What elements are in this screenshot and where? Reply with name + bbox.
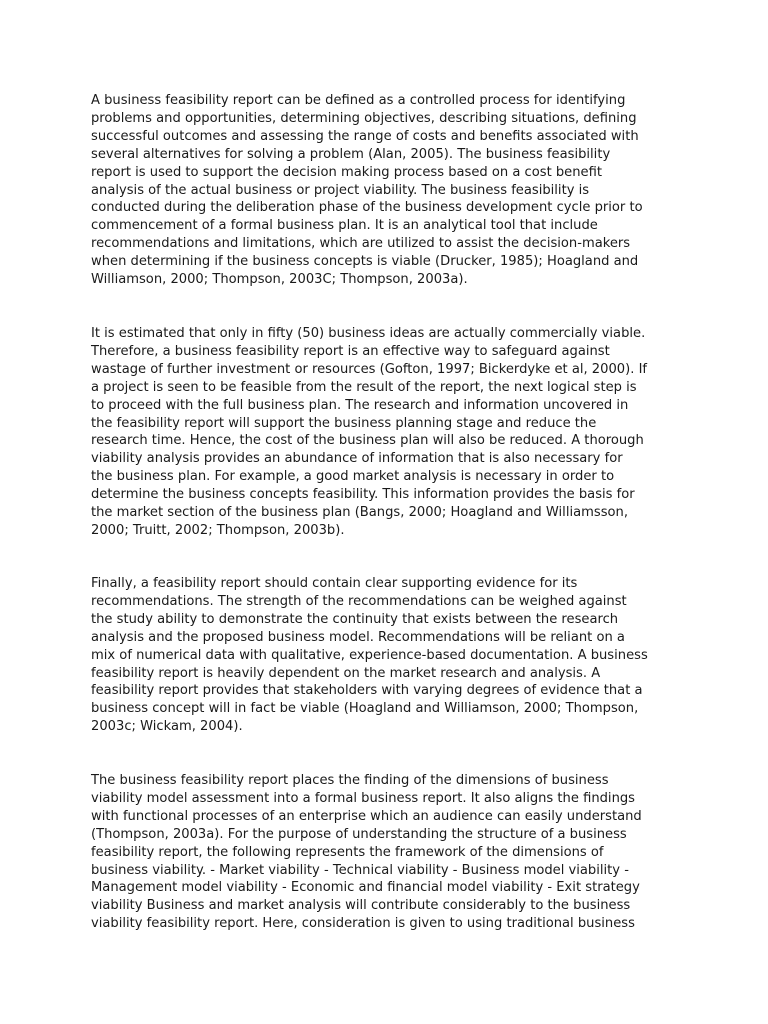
text-line: the study ability to demonstrate the continuity that exists between the research bbox=[91, 611, 619, 627]
text-line: determine the business concepts feasibility. This information provides the basis for bbox=[91, 487, 635, 503]
text-line: It is estimated that only in fifty (50) business ideas are actually commercially viable. bbox=[91, 326, 646, 341]
text-line: viability model assessment into a formal business report. It also aligns the findings bbox=[91, 790, 635, 806]
text-line: viability feasibility report. Here, consideration is given to using traditional business bbox=[91, 916, 635, 932]
text-line: with functional processes of an enterprise which an audience can easily understand bbox=[91, 808, 642, 824]
text-line: Therefore, a business feasibility report is an effective way to safeguard against bbox=[91, 343, 610, 359]
text-line: the market section of the business plan (Bangs, 2000; Hoagland and Williamsson, bbox=[91, 505, 628, 521]
text-line: analysis and the proposed business model. Recommendations will be reliant on a bbox=[91, 629, 625, 645]
text-line: problems and opportunities, determining objectives, describing situations, defining bbox=[91, 110, 637, 126]
text-line: recommendations. The strength of the recommendations can be weighed against bbox=[91, 593, 627, 609]
paragraph-4 bbox=[91, 772, 687, 933]
paragraph-3 bbox=[91, 575, 687, 736]
text-line: recommendations and limitations, which are utilized to assist the decision-makers bbox=[91, 236, 631, 252]
text-line: 2003c; Wickam, 2004). bbox=[91, 719, 243, 735]
text-line: a project is seen to be feasible from the result of the report, the next logical step is bbox=[91, 379, 637, 395]
text-line: business viability. - Market viability - Technical viability - Business model viability - bbox=[91, 862, 629, 878]
text-line: conducted during the deliberation phase of the business development cycle prior to bbox=[91, 200, 643, 216]
paragraph-2 bbox=[91, 325, 687, 540]
text-line: feasibility report provides that stakeholders with varying degrees of evidence that a bbox=[91, 683, 643, 699]
text-line: Finally, a feasibility report should contain clear supporting evidence for its bbox=[91, 576, 578, 591]
text-line: to proceed with the full business plan. The research and information uncovered in bbox=[91, 397, 629, 413]
text-line: several alternatives for solving a problem (Alan, 2005). The business feasibility bbox=[91, 146, 611, 162]
text-line: viability analysis provides an abundance of information that is also necessary for bbox=[91, 451, 623, 467]
text-line: research time. Hence, the cost of the business plan will also be reduced. A thorough bbox=[91, 433, 644, 449]
text-line: the business plan. For example, a good market analysis is necessary in order to bbox=[91, 469, 615, 485]
text-line: feasibility report is heavily dependent on the market research and analysis. A bbox=[91, 665, 601, 681]
text-line: The business feasibility report places the finding of the dimensions of business bbox=[91, 773, 609, 788]
text-line: Williamson, 2000; Thompson, 2003C; Thompson, 2003a). bbox=[91, 272, 468, 288]
text-line: successful outcomes and assessing the range of costs and benefits associated with bbox=[91, 128, 639, 144]
text-line: Management model viability - Economic and financial model viability - Exit strategy bbox=[91, 880, 640, 896]
text-line: viability Business and market analysis will contribute considerably to the business bbox=[91, 898, 631, 914]
text-line: analysis of the actual business or project viability. The business feasibility is bbox=[91, 182, 590, 198]
paragraph-1 bbox=[91, 92, 687, 289]
text-line: commencement of a formal business plan. It is an analytical tool that include bbox=[91, 218, 598, 234]
text-line: (Thompson, 2003a). For the purpose of understanding the structure of a business bbox=[91, 826, 627, 842]
text-line: 2000; Truitt, 2002; Thompson, 2003b). bbox=[91, 522, 345, 538]
text-line: business concept will in fact be viable (Hoagland and Williamson, 2000; Thompson, bbox=[91, 701, 639, 717]
text-line: when determining if the business concepts is viable (Drucker, 1985); Hoagland and bbox=[91, 254, 639, 270]
text-line: feasibility report, the following represents the framework of the dimensions of bbox=[91, 844, 604, 860]
text-line: wastage of further investment or resources (Gofton, 1997; Bickerdyke et al, 2000). If bbox=[91, 361, 648, 377]
text-line: mix of numerical data with qualitative, experience-based documentation. A business bbox=[91, 647, 648, 663]
text-line: A business feasibility report can be defined as a controlled process for identifying bbox=[91, 93, 626, 108]
text-line: report is used to support the decision making process based on a cost benefit bbox=[91, 164, 602, 180]
text-line: the feasibility report will support the business planning stage and reduce the bbox=[91, 415, 597, 431]
